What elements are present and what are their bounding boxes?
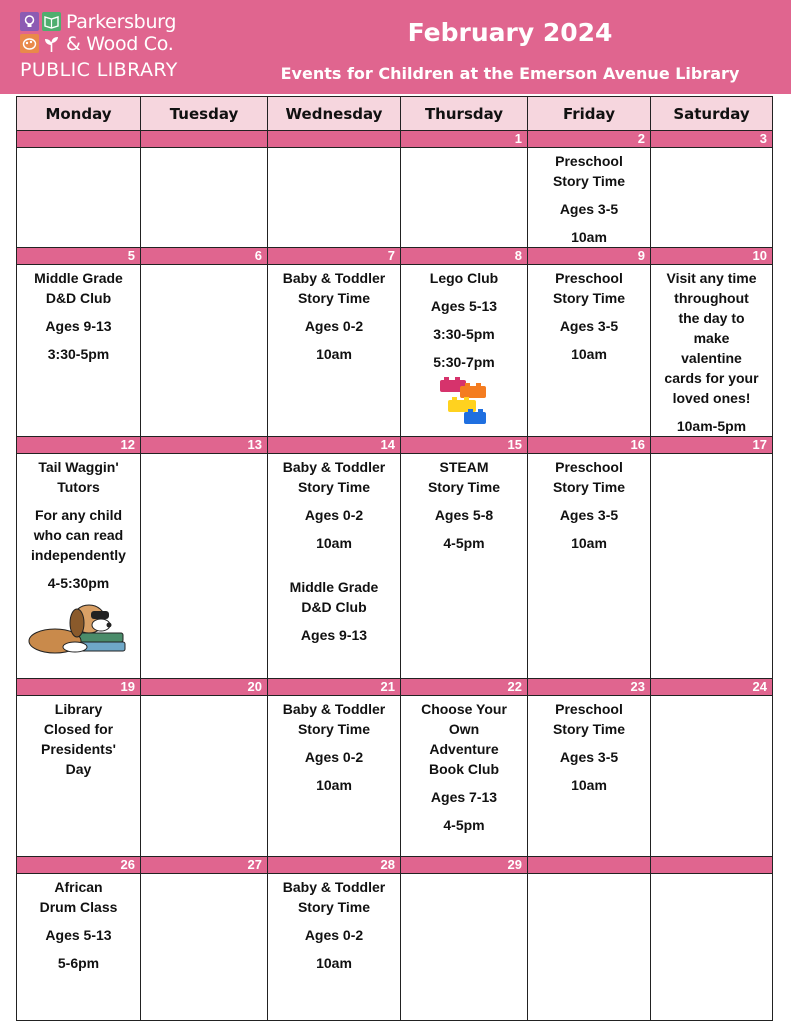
event-text: Baby & Toddler bbox=[282, 270, 386, 286]
logo-line3: PUBLIC LIBRARY bbox=[20, 59, 178, 81]
event-block bbox=[401, 454, 527, 553]
event-block bbox=[651, 265, 772, 436]
event-block bbox=[528, 696, 650, 795]
palette-icon bbox=[20, 34, 39, 53]
event-text: Visit any time bbox=[666, 270, 757, 286]
spacer bbox=[268, 553, 400, 577]
page-title: February 2024 bbox=[407, 18, 613, 47]
spacer bbox=[268, 308, 400, 316]
event-text: Closed for bbox=[43, 721, 114, 737]
spacer bbox=[528, 219, 650, 227]
logo-line2: & Wood Co. bbox=[66, 33, 174, 55]
spacer bbox=[528, 525, 650, 533]
date-number bbox=[268, 131, 401, 148]
spacer bbox=[268, 917, 400, 925]
spacer bbox=[528, 497, 650, 505]
event-block bbox=[528, 265, 650, 364]
event-text: Baby & Toddler bbox=[282, 701, 386, 717]
book-icon bbox=[42, 12, 61, 31]
event-text: Ages 0-2 bbox=[304, 507, 364, 523]
date-number: 22 bbox=[401, 679, 528, 696]
day-cell bbox=[268, 454, 401, 679]
event-text: Preschool bbox=[555, 459, 623, 475]
event-text: Preschool bbox=[555, 153, 623, 169]
day-cell bbox=[141, 696, 268, 857]
day-cell bbox=[268, 874, 401, 1021]
weekday-header: Saturday bbox=[651, 97, 773, 131]
spacer bbox=[528, 739, 650, 747]
date-number: 13 bbox=[141, 437, 268, 454]
day-cell bbox=[528, 696, 651, 857]
day-cell bbox=[651, 265, 773, 437]
date-number-row bbox=[17, 437, 773, 454]
event-text: loved ones! bbox=[672, 390, 751, 406]
date-number: 2 bbox=[528, 131, 651, 148]
event-text: cards for your bbox=[664, 370, 759, 386]
weekday-header: Wednesday bbox=[268, 97, 401, 131]
logo-icons bbox=[20, 12, 64, 56]
event-text: Tutors bbox=[57, 479, 100, 495]
event-text: Ages 0-2 bbox=[304, 318, 364, 334]
week-events-row bbox=[17, 454, 773, 679]
event-text: Story Time bbox=[297, 479, 371, 495]
day-cell bbox=[401, 874, 528, 1021]
day-cell bbox=[17, 265, 141, 437]
event-text: who can read bbox=[33, 527, 124, 543]
event-text: Story Time bbox=[552, 721, 626, 737]
date-number: 21 bbox=[268, 679, 401, 696]
date-number: 10 bbox=[651, 248, 773, 265]
week-events-row bbox=[17, 696, 773, 857]
date-number bbox=[528, 857, 651, 874]
weekday-header: Friday bbox=[528, 97, 651, 131]
day-cell bbox=[401, 696, 528, 857]
event-block bbox=[17, 265, 140, 364]
event-text: Story Time bbox=[552, 290, 626, 306]
event-block bbox=[268, 696, 400, 795]
date-number: 6 bbox=[141, 248, 268, 265]
date-number: 19 bbox=[17, 679, 141, 696]
date-number: 15 bbox=[401, 437, 528, 454]
date-number: 26 bbox=[17, 857, 141, 874]
week-events-row bbox=[17, 874, 773, 1021]
event-text: 10am bbox=[316, 535, 352, 551]
event-text: D&D Club bbox=[301, 599, 367, 615]
week-events-row bbox=[17, 265, 773, 437]
day-cell bbox=[17, 454, 141, 679]
spacer bbox=[17, 565, 140, 573]
spacer bbox=[17, 308, 140, 316]
event-text: Ages 7-13 bbox=[430, 789, 498, 805]
event-text: Story Time bbox=[297, 899, 371, 915]
logo-line1: Parkersburg bbox=[66, 11, 177, 33]
day-cell bbox=[268, 265, 401, 437]
date-number: 3 bbox=[651, 131, 773, 148]
day-cell bbox=[141, 148, 268, 248]
event-text: Middle Grade bbox=[289, 579, 379, 595]
day-cell bbox=[528, 265, 651, 437]
date-number-row bbox=[17, 131, 773, 148]
spacer bbox=[268, 739, 400, 747]
day-cell bbox=[268, 696, 401, 857]
week-events-row bbox=[17, 148, 773, 248]
date-number bbox=[651, 857, 773, 874]
day-cell bbox=[651, 696, 773, 857]
spacer bbox=[17, 497, 140, 505]
event-text: Drum Class bbox=[39, 899, 118, 915]
event-text: 10am bbox=[316, 955, 352, 971]
library-logo bbox=[20, 12, 220, 88]
calendar-body bbox=[17, 131, 773, 1021]
event-block bbox=[528, 454, 650, 553]
event-text: Ages 3-5 bbox=[559, 318, 619, 334]
spacer bbox=[651, 408, 772, 416]
event-text: Ages 0-2 bbox=[304, 749, 364, 765]
event-text: Choose Your bbox=[421, 701, 507, 717]
day-cell bbox=[141, 454, 268, 679]
spacer bbox=[268, 767, 400, 775]
event-text: Ages 3-5 bbox=[559, 201, 619, 217]
event-text: Presidents' bbox=[41, 741, 116, 757]
event-text: make bbox=[693, 330, 730, 346]
event-text: the day to bbox=[678, 310, 745, 326]
event-text: 10am-5pm bbox=[676, 418, 747, 434]
event-text: 4-5pm bbox=[443, 817, 485, 833]
date-number: 14 bbox=[268, 437, 401, 454]
date-number: 9 bbox=[528, 248, 651, 265]
day-cell bbox=[17, 874, 141, 1021]
weekday-header: Tuesday bbox=[141, 97, 268, 131]
day-cell bbox=[528, 454, 651, 679]
spacer bbox=[401, 525, 527, 533]
date-number: 27 bbox=[141, 857, 268, 874]
event-text: Story Time bbox=[427, 479, 501, 495]
event-text: D&D Club bbox=[45, 290, 112, 306]
event-text: Tail Waggin' bbox=[38, 459, 119, 475]
date-number bbox=[17, 131, 141, 148]
spacer bbox=[268, 945, 400, 953]
event-text: 10am bbox=[316, 777, 352, 793]
spacer bbox=[528, 191, 650, 199]
event-text: independently bbox=[31, 547, 126, 563]
date-number: 23 bbox=[528, 679, 651, 696]
event-text: Story Time bbox=[552, 173, 626, 189]
event-text: Middle Grade bbox=[34, 270, 123, 286]
day-cell bbox=[651, 148, 773, 248]
day-cell bbox=[401, 148, 528, 248]
event-text: Day bbox=[65, 761, 92, 777]
event-block bbox=[268, 265, 400, 364]
spacer bbox=[528, 767, 650, 775]
calendar-grid bbox=[16, 96, 773, 1021]
date-number-row bbox=[17, 857, 773, 874]
event-text: 5:30-7pm bbox=[433, 354, 495, 370]
event-text: Story Time bbox=[552, 479, 626, 495]
day-cell bbox=[528, 874, 651, 1021]
spacer bbox=[268, 525, 400, 533]
event-text: Book Club bbox=[429, 761, 499, 777]
event-block bbox=[17, 874, 140, 973]
spacer bbox=[401, 344, 527, 352]
lightbulb-icon bbox=[20, 12, 39, 31]
event-text: 4-5:30pm bbox=[47, 575, 110, 591]
date-number bbox=[141, 131, 268, 148]
event-text: 10am bbox=[316, 346, 352, 362]
event-block bbox=[17, 454, 140, 593]
day-cell bbox=[141, 265, 268, 437]
spacer bbox=[401, 288, 527, 296]
date-number-row bbox=[17, 679, 773, 696]
date-number: 12 bbox=[17, 437, 141, 454]
event-text: 5-6pm bbox=[57, 955, 100, 971]
logo-name bbox=[66, 11, 176, 55]
reading-dog-icon bbox=[17, 597, 140, 657]
event-text: STEAM bbox=[439, 459, 489, 475]
weekday-header: Thursday bbox=[401, 97, 528, 131]
event-text: Lego Club bbox=[429, 270, 499, 286]
event-block bbox=[528, 148, 650, 247]
spacer bbox=[528, 308, 650, 316]
day-cell bbox=[401, 454, 528, 679]
plant-icon bbox=[42, 34, 61, 53]
event-text: Story Time bbox=[297, 721, 371, 737]
event-text: Library bbox=[54, 701, 103, 717]
event-text: Ages 3-5 bbox=[559, 507, 619, 523]
event-text: For any child bbox=[34, 507, 123, 523]
event-text: Ages 3-5 bbox=[559, 749, 619, 765]
lego-bricks-icon bbox=[401, 376, 527, 426]
date-number: 1 bbox=[401, 131, 528, 148]
date-number: 7 bbox=[268, 248, 401, 265]
date-number: 5 bbox=[17, 248, 141, 265]
date-number: 16 bbox=[528, 437, 651, 454]
event-text: Ages 5-13 bbox=[45, 927, 112, 943]
spacer bbox=[401, 807, 527, 815]
spacer bbox=[17, 336, 140, 344]
spacer bbox=[268, 336, 400, 344]
date-number: 17 bbox=[651, 437, 773, 454]
spacer bbox=[17, 945, 140, 953]
event-block bbox=[268, 874, 400, 973]
event-block bbox=[268, 454, 400, 645]
event-text: 4-5pm bbox=[443, 535, 485, 551]
day-cell bbox=[17, 148, 141, 248]
date-number: 24 bbox=[651, 679, 773, 696]
day-cell bbox=[401, 265, 528, 437]
date-number-row bbox=[17, 248, 773, 265]
event-text: 10am bbox=[571, 535, 607, 551]
event-text: throughout bbox=[674, 290, 749, 306]
event-block bbox=[17, 696, 140, 779]
event-text: 3:30-5pm bbox=[433, 326, 495, 342]
event-text: Own bbox=[448, 721, 480, 737]
spacer bbox=[401, 316, 527, 324]
event-text: Baby & Toddler bbox=[282, 879, 386, 895]
day-cell bbox=[141, 874, 268, 1021]
date-number: 28 bbox=[268, 857, 401, 874]
event-text: Preschool bbox=[555, 701, 623, 717]
event-text: African bbox=[54, 879, 103, 895]
event-block bbox=[401, 265, 527, 372]
event-text: 10am bbox=[571, 229, 607, 245]
event-text: Ages 9-13 bbox=[45, 318, 112, 334]
spacer bbox=[268, 497, 400, 505]
event-text: Baby & Toddler bbox=[282, 459, 386, 475]
spacer bbox=[528, 336, 650, 344]
spacer bbox=[268, 617, 400, 625]
day-cell bbox=[17, 696, 141, 857]
weekday-header-row bbox=[17, 97, 773, 131]
day-cell bbox=[528, 148, 651, 248]
spacer bbox=[17, 917, 140, 925]
day-cell bbox=[651, 454, 773, 679]
event-text: valentine bbox=[681, 350, 742, 366]
event-text: 10am bbox=[571, 777, 607, 793]
event-text: 10am bbox=[571, 346, 607, 362]
spacer bbox=[401, 779, 527, 787]
event-text: Ages 5-8 bbox=[434, 507, 494, 523]
event-block bbox=[401, 696, 527, 835]
event-text: Preschool bbox=[555, 270, 623, 286]
event-text: Ages 9-13 bbox=[300, 627, 368, 643]
date-number: 8 bbox=[401, 248, 528, 265]
day-cell bbox=[268, 148, 401, 248]
event-text: Story Time bbox=[297, 290, 371, 306]
event-text: Ages 0-2 bbox=[304, 927, 364, 943]
page-header bbox=[0, 0, 791, 94]
page-subtitle: Events for Children at the Emerson Avenue Library bbox=[280, 64, 740, 83]
event-text: 3:30-5pm bbox=[47, 346, 110, 362]
day-cell bbox=[651, 874, 773, 1021]
spacer bbox=[401, 497, 527, 505]
weekday-header: Monday bbox=[17, 97, 141, 131]
date-number: 20 bbox=[141, 679, 268, 696]
date-number: 29 bbox=[401, 857, 528, 874]
event-text: Adventure bbox=[429, 741, 499, 757]
event-text: Ages 5-13 bbox=[430, 298, 498, 314]
